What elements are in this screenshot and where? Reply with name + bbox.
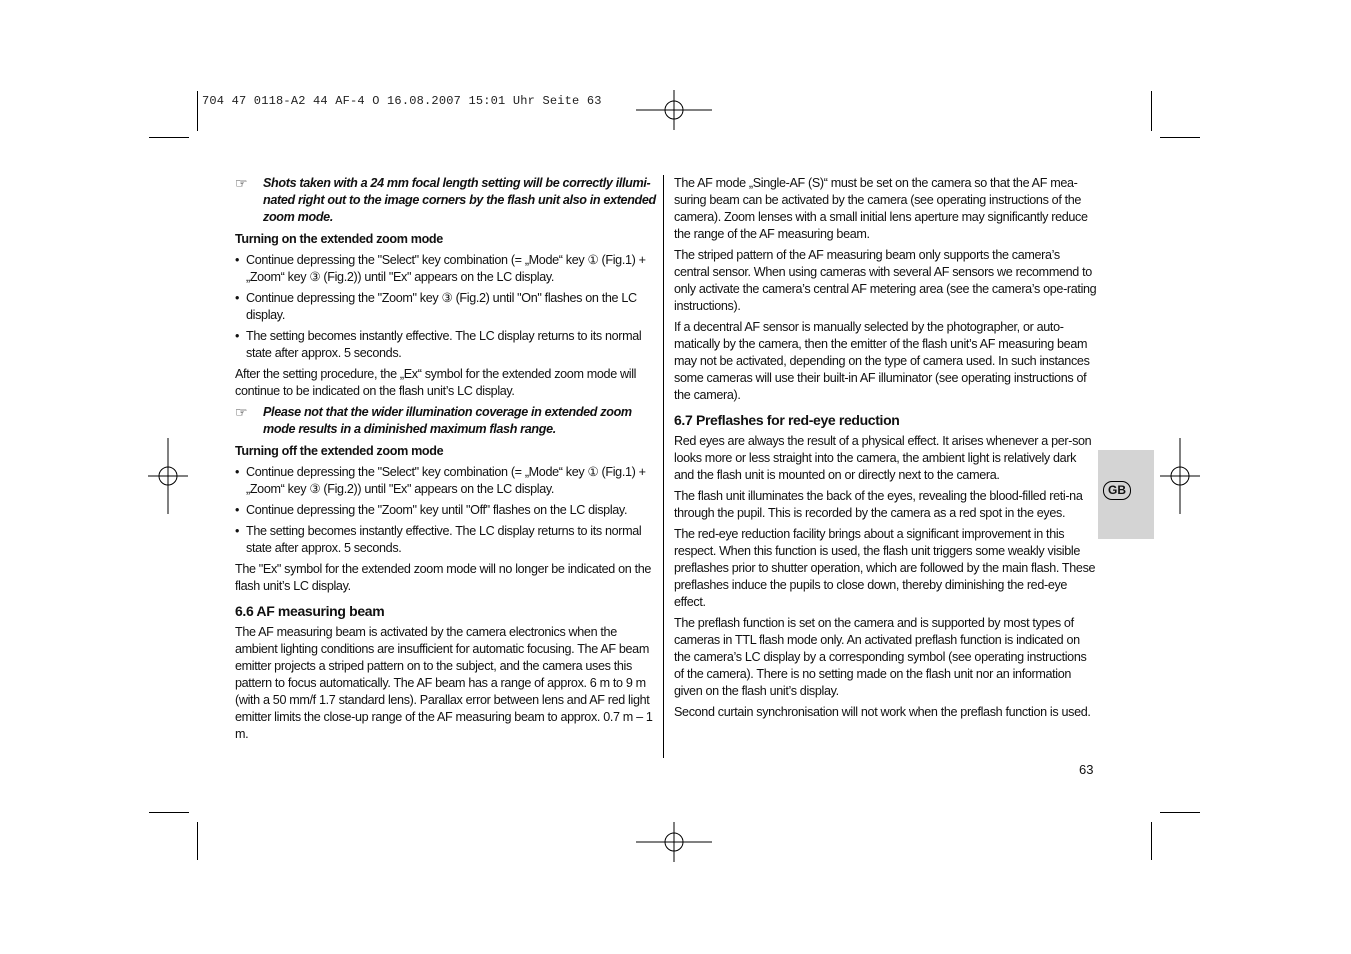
paragraph: After the setting procedure, the „Ex“ symbol for the extended zoom mode will continue to be indicated on the flash unit’s LC display. xyxy=(235,367,637,398)
pointing-hand-icon: ☞ xyxy=(235,404,248,420)
paragraph: If a decentral AF sensor is manually selected by the photographer, or auto-matically by the camera, then the emitter of the flash unit’s AF measuring beam may not be activated, depending on the type of camera used. In such instances some cameras will use their built-in AF illuminator (see operating instructions of the camera). xyxy=(674,320,1090,402)
registration-mark-icon xyxy=(146,436,190,516)
list-item: • The setting becomes instantly effective. The LC display returns to its normal state after approx. 5 seconds. xyxy=(235,523,659,557)
paragraph: The red-eye reduction facility brings about a significant improvement in this respect. When this function is used, the flash unit triggers some weakly visible preflashes prior to shutter operation, which are followed by the main flash. These preflashes induce the pupils to close down, thereby diminishing the red-eye effect. xyxy=(674,527,1096,609)
registration-mark-icon xyxy=(632,820,716,864)
registration-mark-icon xyxy=(1158,436,1202,516)
list-item: • Continue depressing the "Select" key combination (= „Mode“ key ① (Fig.1) + „Zoom“ key ③ (Fig.2)) until "Ex" appears on the LC display. xyxy=(235,464,659,498)
note-24mm: ☞ Shots taken with a 24 mm focal length setting will be correctly illumi-nated right out to the image corners by the flash unit also in extended zoom mode. xyxy=(235,175,656,224)
section-heading-6-6: 6.6 AF measuring beam xyxy=(235,603,385,619)
turn-on-steps xyxy=(235,252,659,362)
heading-turning-on: Turning on the extended zoom mode xyxy=(235,232,443,246)
left-column xyxy=(235,175,659,747)
right-column xyxy=(674,175,1098,725)
column-divider xyxy=(663,175,664,758)
list-item: • Continue depressing the "Zoom" key until "Off" flashes on the LC display. xyxy=(235,502,659,519)
paragraph: The "Ex" symbol for the extended zoom mode will no longer be indicated on the flash unit’s LC display. xyxy=(235,562,652,593)
note-illumination: ☞ Please not that the wider illumination coverage in extended zoom mode results in a diminished maximum flash range. xyxy=(235,404,632,436)
paragraph: The striped pattern of the AF measuring beam only supports the camera’s central sensor. When using cameras with several AF sensors we recommend to only activate the camera’s central AF metering area (see the camera’s ope-rating instructions). xyxy=(674,248,1097,313)
paragraph: The AF measuring beam is activated by the camera electronics when the ambient lighting conditions are insufficient for automatic focusing. The AF beam emitter projects a striped pattern on to the subject, and the camera uses this pattern to focus automatically. The AF beam has a range of approx. 6 m to 9 m (with a 50 mm/f 1.7 standard lens). Parallax error between lens and AF red light emitter limits the close-up range of the AF measuring beam to approx. 0.7 m – 1 m. xyxy=(235,625,653,741)
list-item: • The setting becomes instantly effective. The LC display returns to its normal state after approx. 5 seconds. xyxy=(235,328,659,362)
list-item: • Continue depressing the "Select" key combination (= „Mode“ key ① (Fig.1) + „Zoom“ key ③ (Fig.2)) until "Ex" appears on the LC display. xyxy=(235,252,659,286)
paragraph: The AF mode „Single-AF (S)“ must be set on the camera so that the AF mea-suring beam can be activated by the camera (see operating instructions of the camera). Zoom lenses with a small initial lens aperture may significantly reduce the range of the AF measuring beam. xyxy=(674,176,1088,241)
paragraph: Red eyes are always the result of a physical effect. It arises whenever a per-son looks more or less straight into the camera, the ambient light is relatively dark and the flash unit is mounted on or directly next to the camera. xyxy=(674,434,1092,482)
language-badge: GB xyxy=(1103,481,1131,500)
pointing-hand-icon: ☞ xyxy=(235,175,248,191)
list-item: • Continue depressing the "Zoom" key ③ (Fig.2) until "On" flashes on the LC display. xyxy=(235,290,659,324)
section-heading-6-7: 6.7 Preflashes for red-eye reduction xyxy=(674,412,900,428)
paragraph: The preflash function is set on the camera and is supported by most types of cameras in TTL flash mode only. An activated preflash function is indicated on the camera’s LC display by a corresponding symbol (see operating instructions of the camera). There is no setting made on the flash unit nor an information given on the flash unit’s display. xyxy=(674,616,1087,698)
heading-turning-off: Turning off the extended zoom mode xyxy=(235,444,444,458)
print-header: 704 47 0118-A2 44 AF-4 O 16.08.2007 15:01 Uhr Seite 63 xyxy=(202,94,602,108)
turn-off-steps xyxy=(235,464,659,557)
registration-mark-icon xyxy=(632,88,716,132)
paragraph: The flash unit illuminates the back of the eyes, revealing the blood-filled reti-na through the pupil. This is recorded by the camera as a red spot in the eyes. xyxy=(674,489,1083,520)
page-number: 63 xyxy=(1079,762,1094,777)
paragraph: Second curtain synchronisation will not work when the preflash function is used. xyxy=(674,705,1091,719)
